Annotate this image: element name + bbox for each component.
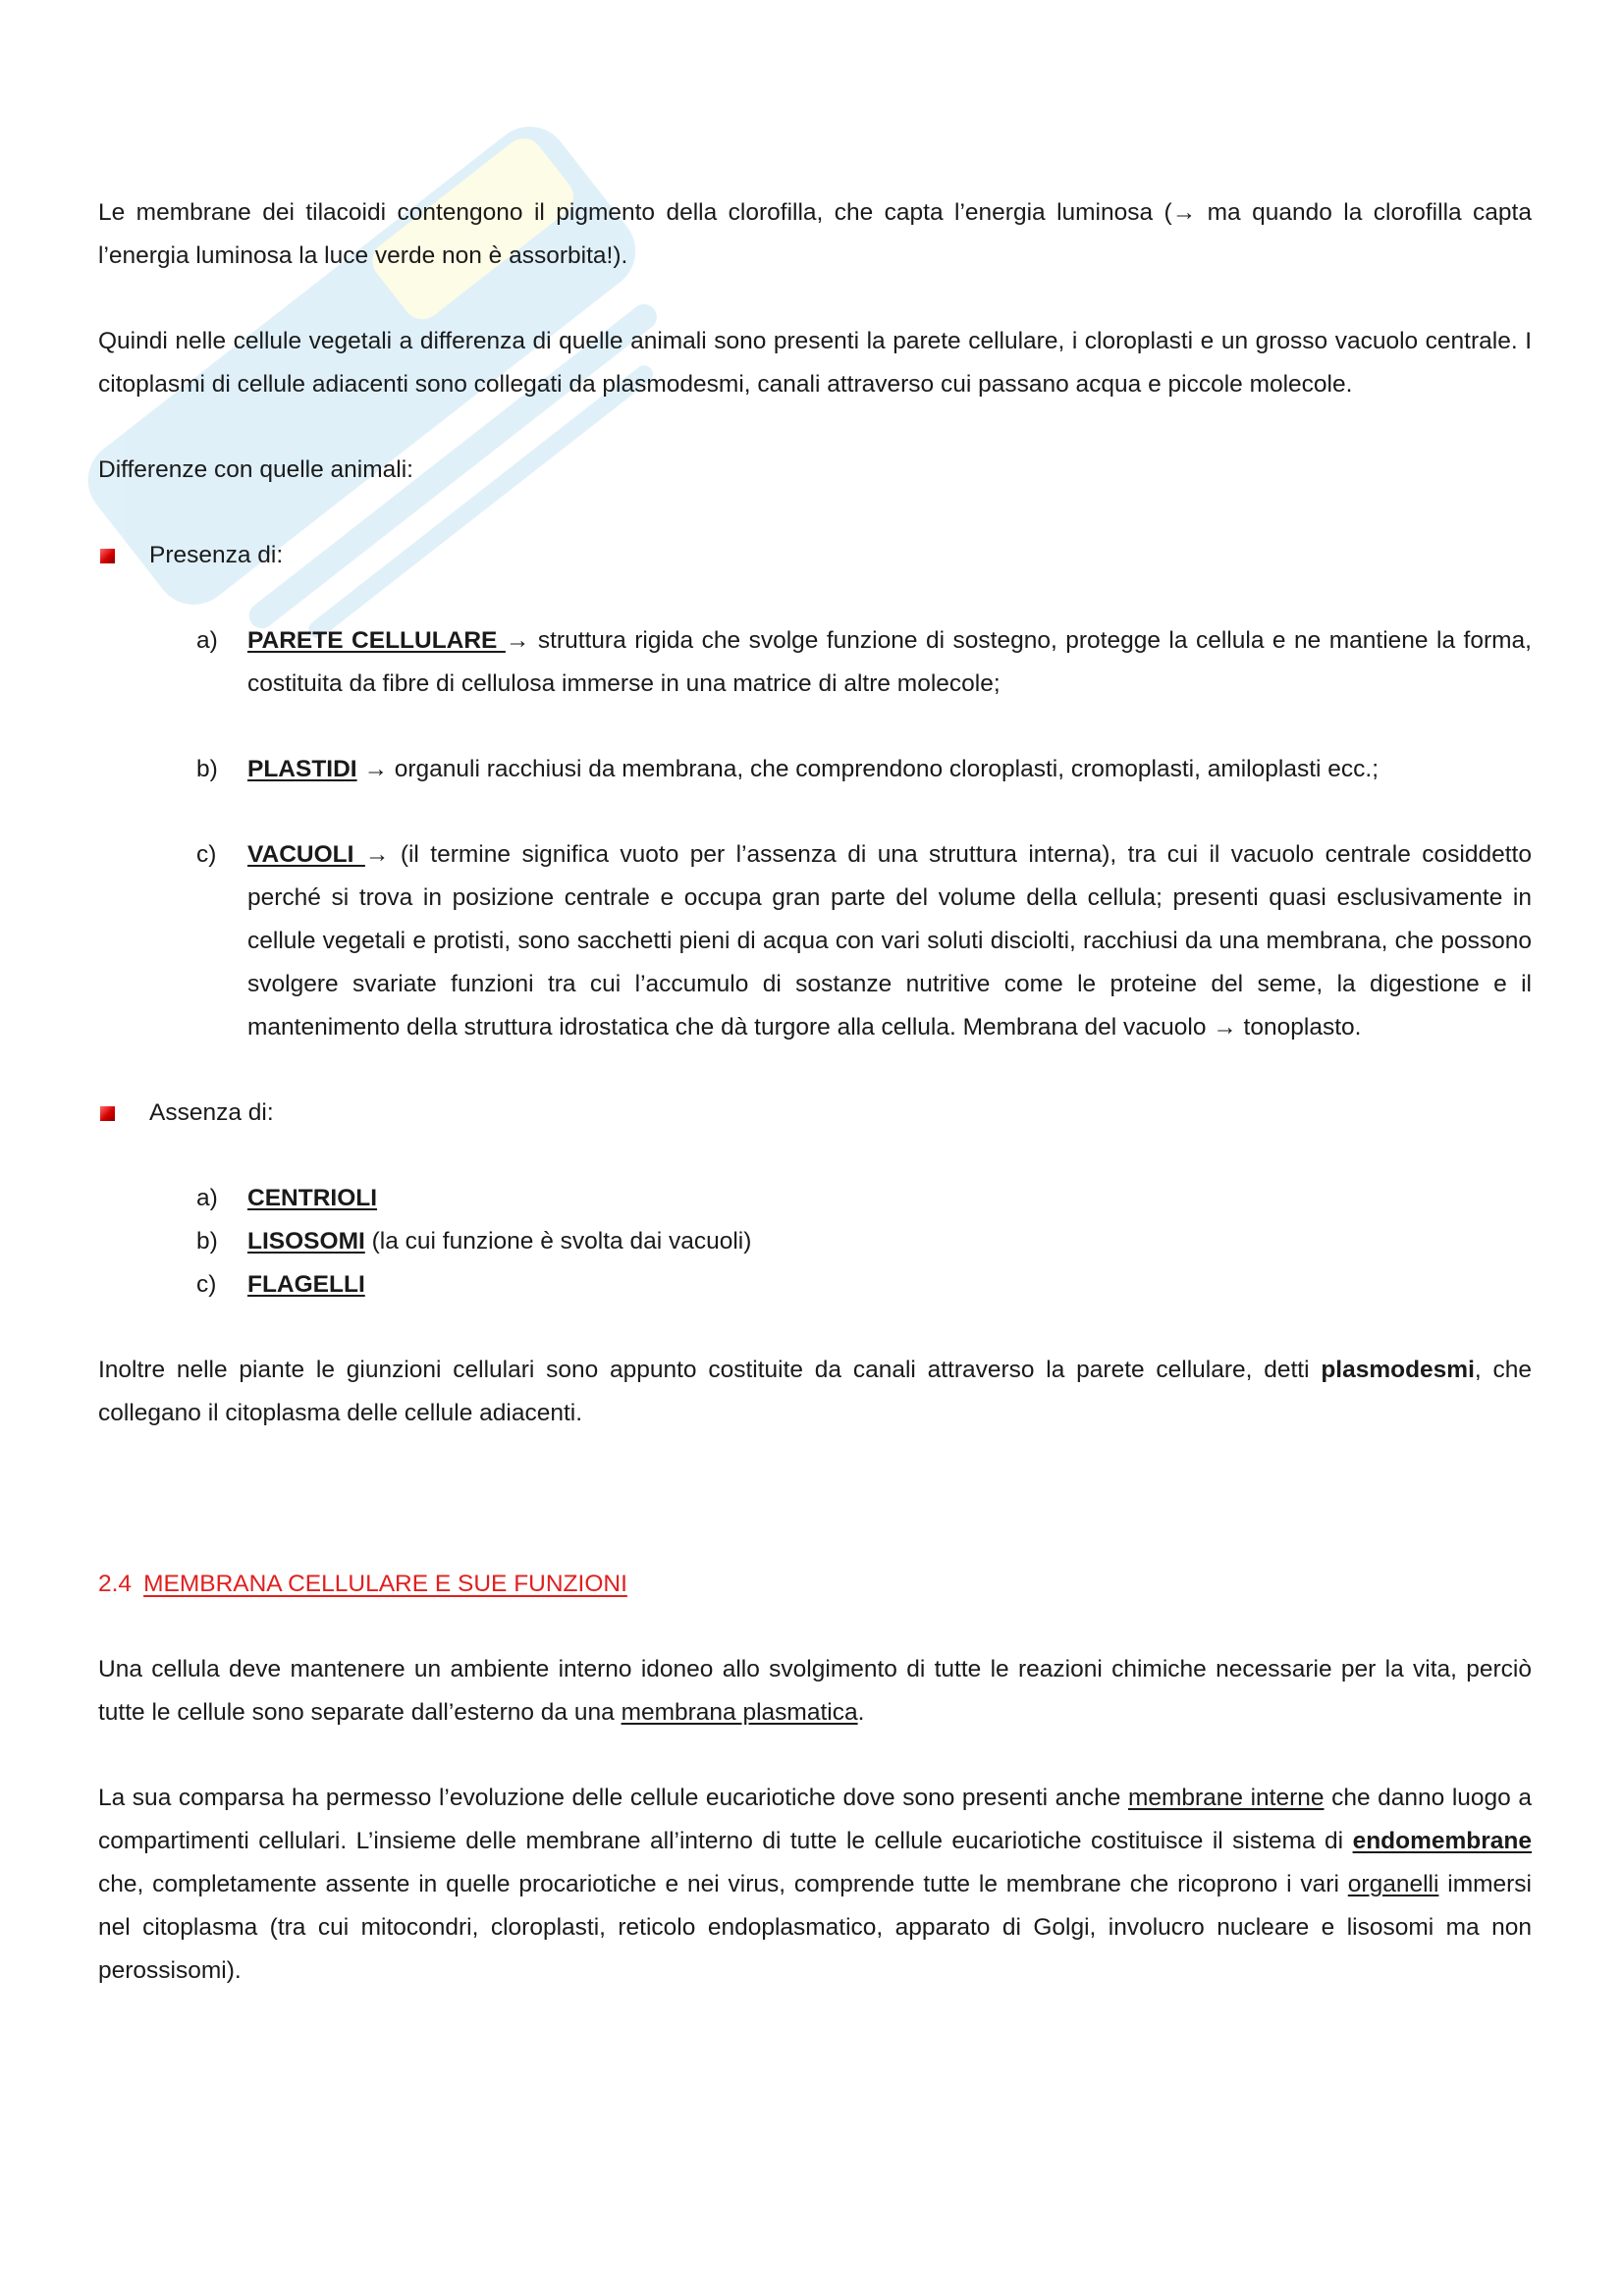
text-run: immersi nel citoplasma (tra cui mitocondri, cloroplasti, reticolo endoplasmatico, apparato di Golgi, involucro nucleare e lisosomi ma non perossisomi). (98, 1871, 1533, 1984)
list-item-flagelli (98, 1263, 1532, 1307)
term-plastidi: PLASTIDI (247, 756, 357, 782)
list-item-marker: c) (196, 1271, 217, 1298)
term-membrane-interne: membrane interne (1127, 1785, 1325, 1811)
bullet-presenza (98, 534, 1532, 577)
document-body (98, 191, 1532, 1993)
term-plasmodesmi: plasmodesmi (1321, 1357, 1475, 1383)
list-item-marker: a) (196, 627, 218, 654)
term-parete-cellulare: PARETE CELLULARE (247, 627, 506, 654)
list-item-marker: b) (196, 756, 218, 782)
paragraph-differenze: Differenze con quelle animali: (98, 456, 413, 483)
bullet-assenza (98, 1092, 1532, 1135)
term-lisosomi: LISOSOMI (247, 1228, 365, 1255)
text-run: La sua comparsa ha permesso l’evoluzione delle cellule eucariotiche dove sono presenti anche (98, 1785, 1128, 1811)
list-item-lisosomi (98, 1220, 1532, 1263)
paragraph-giunzioni (98, 1349, 1532, 1435)
bullet-label: Assenza di: (149, 1099, 274, 1126)
paragraph-membrana-plasmatica (98, 1648, 1532, 1735)
text-run: Inoltre nelle piante le giunzioni cellulari sono appunto costituite da canali attraverso la parete cellulare, detti (98, 1357, 1322, 1383)
red-square-bullet-icon (100, 549, 115, 563)
list-item-marker: a) (196, 1185, 218, 1211)
text-run: che, completamente assente in quelle procariotiche e nei virus, comprende tutte le membrane che ricoprono i vari (98, 1871, 1348, 1897)
text-run: Una cellula deve mantenere un ambiente interno idoneo allo svolgimento di tutte le reazioni chimiche necessarie per la vita, perciò tutte le cellule sono separate dall’esterno da una (98, 1656, 1532, 1726)
text-run: che danno luogo a compartimenti cellulari. L’insieme delle membrane all’interno di tutte le cellule eucariotiche costituisce il sistema di (98, 1785, 1532, 1854)
section-number: 2.4 (98, 1571, 133, 1597)
paragraph-endomembrane (98, 1777, 1532, 1993)
bullet-label: Presenza di: (149, 542, 284, 568)
list-item-plastidi (98, 748, 1532, 791)
term-description: → organuli racchiusi da membrana, che comprendono cloroplasti, cromoplasti, amiloplasti ecc.; (363, 756, 1379, 782)
paragraph-tilacoidi: Le membrane dei tilacoidi contengono il pigmento della clorofilla, che capta l’energia luminosa (→ ma quando la clorofilla capta l’energia luminosa la luce verde non è assorbita!). (98, 199, 1532, 269)
term-flagelli: FLAGELLI (247, 1271, 365, 1298)
text-run: . (857, 1699, 865, 1726)
term-vacuoli: VACUOLI (247, 841, 365, 868)
term-description: (la cui funzione è svolta dai vacuoli) (371, 1228, 752, 1255)
section-heading (98, 1563, 1532, 1606)
list-item-vacuoli (98, 833, 1532, 1049)
term-description: → (il termine significa vuoto per l’assenza di una struttura interna), tra cui il vacuolo centrale cosiddetto perché si trova in posizione centrale e occupa gran parte del volume della cellula; presenti quasi esclusivamente in cellule vegetali e protisti, sono sacchetti pieni di acqua con vari soluti disciolti, racchiusi da una membrana, che possono svolgere svariate funzioni tra cui l’accumulo di sostanze nutritive come le proteine del seme, la digestione e il mantenimento della struttura idrostatica che dà turgore alla cellula. Membrana del vacuolo → tonoplasto. (247, 841, 1532, 1041)
paragraph-cellule-vegetali: Quindi nelle cellule vegetali a differenza di quelle animali sono presenti la parete cellulare, i cloroplasti e un grosso vacuolo centrale. I citoplasmi di cellule adiacenti sono collegati da plasmodesmi, canali attraverso cui passano acqua e piccole molecole. (98, 328, 1532, 398)
list-item-parete (98, 619, 1532, 706)
red-square-bullet-icon (100, 1106, 115, 1121)
term-membrana-plasmatica: membrana plasmatica (621, 1699, 858, 1726)
term-centrioli: CENTRIOLI (247, 1185, 378, 1211)
list-item-marker: b) (196, 1228, 218, 1255)
term-organelli: organelli (1347, 1871, 1439, 1897)
term-description: → struttura rigida che svolge funzione di sostegno, protegge la cellula e ne mantiene la forma, costituita da fibre di cellulosa immerse in una matrice di altre molecole; (247, 627, 1532, 697)
list-item-marker: c) (196, 841, 217, 868)
term-endomembrane: endomembrane (1352, 1828, 1532, 1854)
text-run: , che collegano il citoplasma delle cellule adiacenti. (98, 1357, 1532, 1426)
section-title: MEMBRANA CELLULARE E SUE FUNZIONI (143, 1571, 627, 1597)
list-item-centrioli (98, 1177, 1532, 1220)
